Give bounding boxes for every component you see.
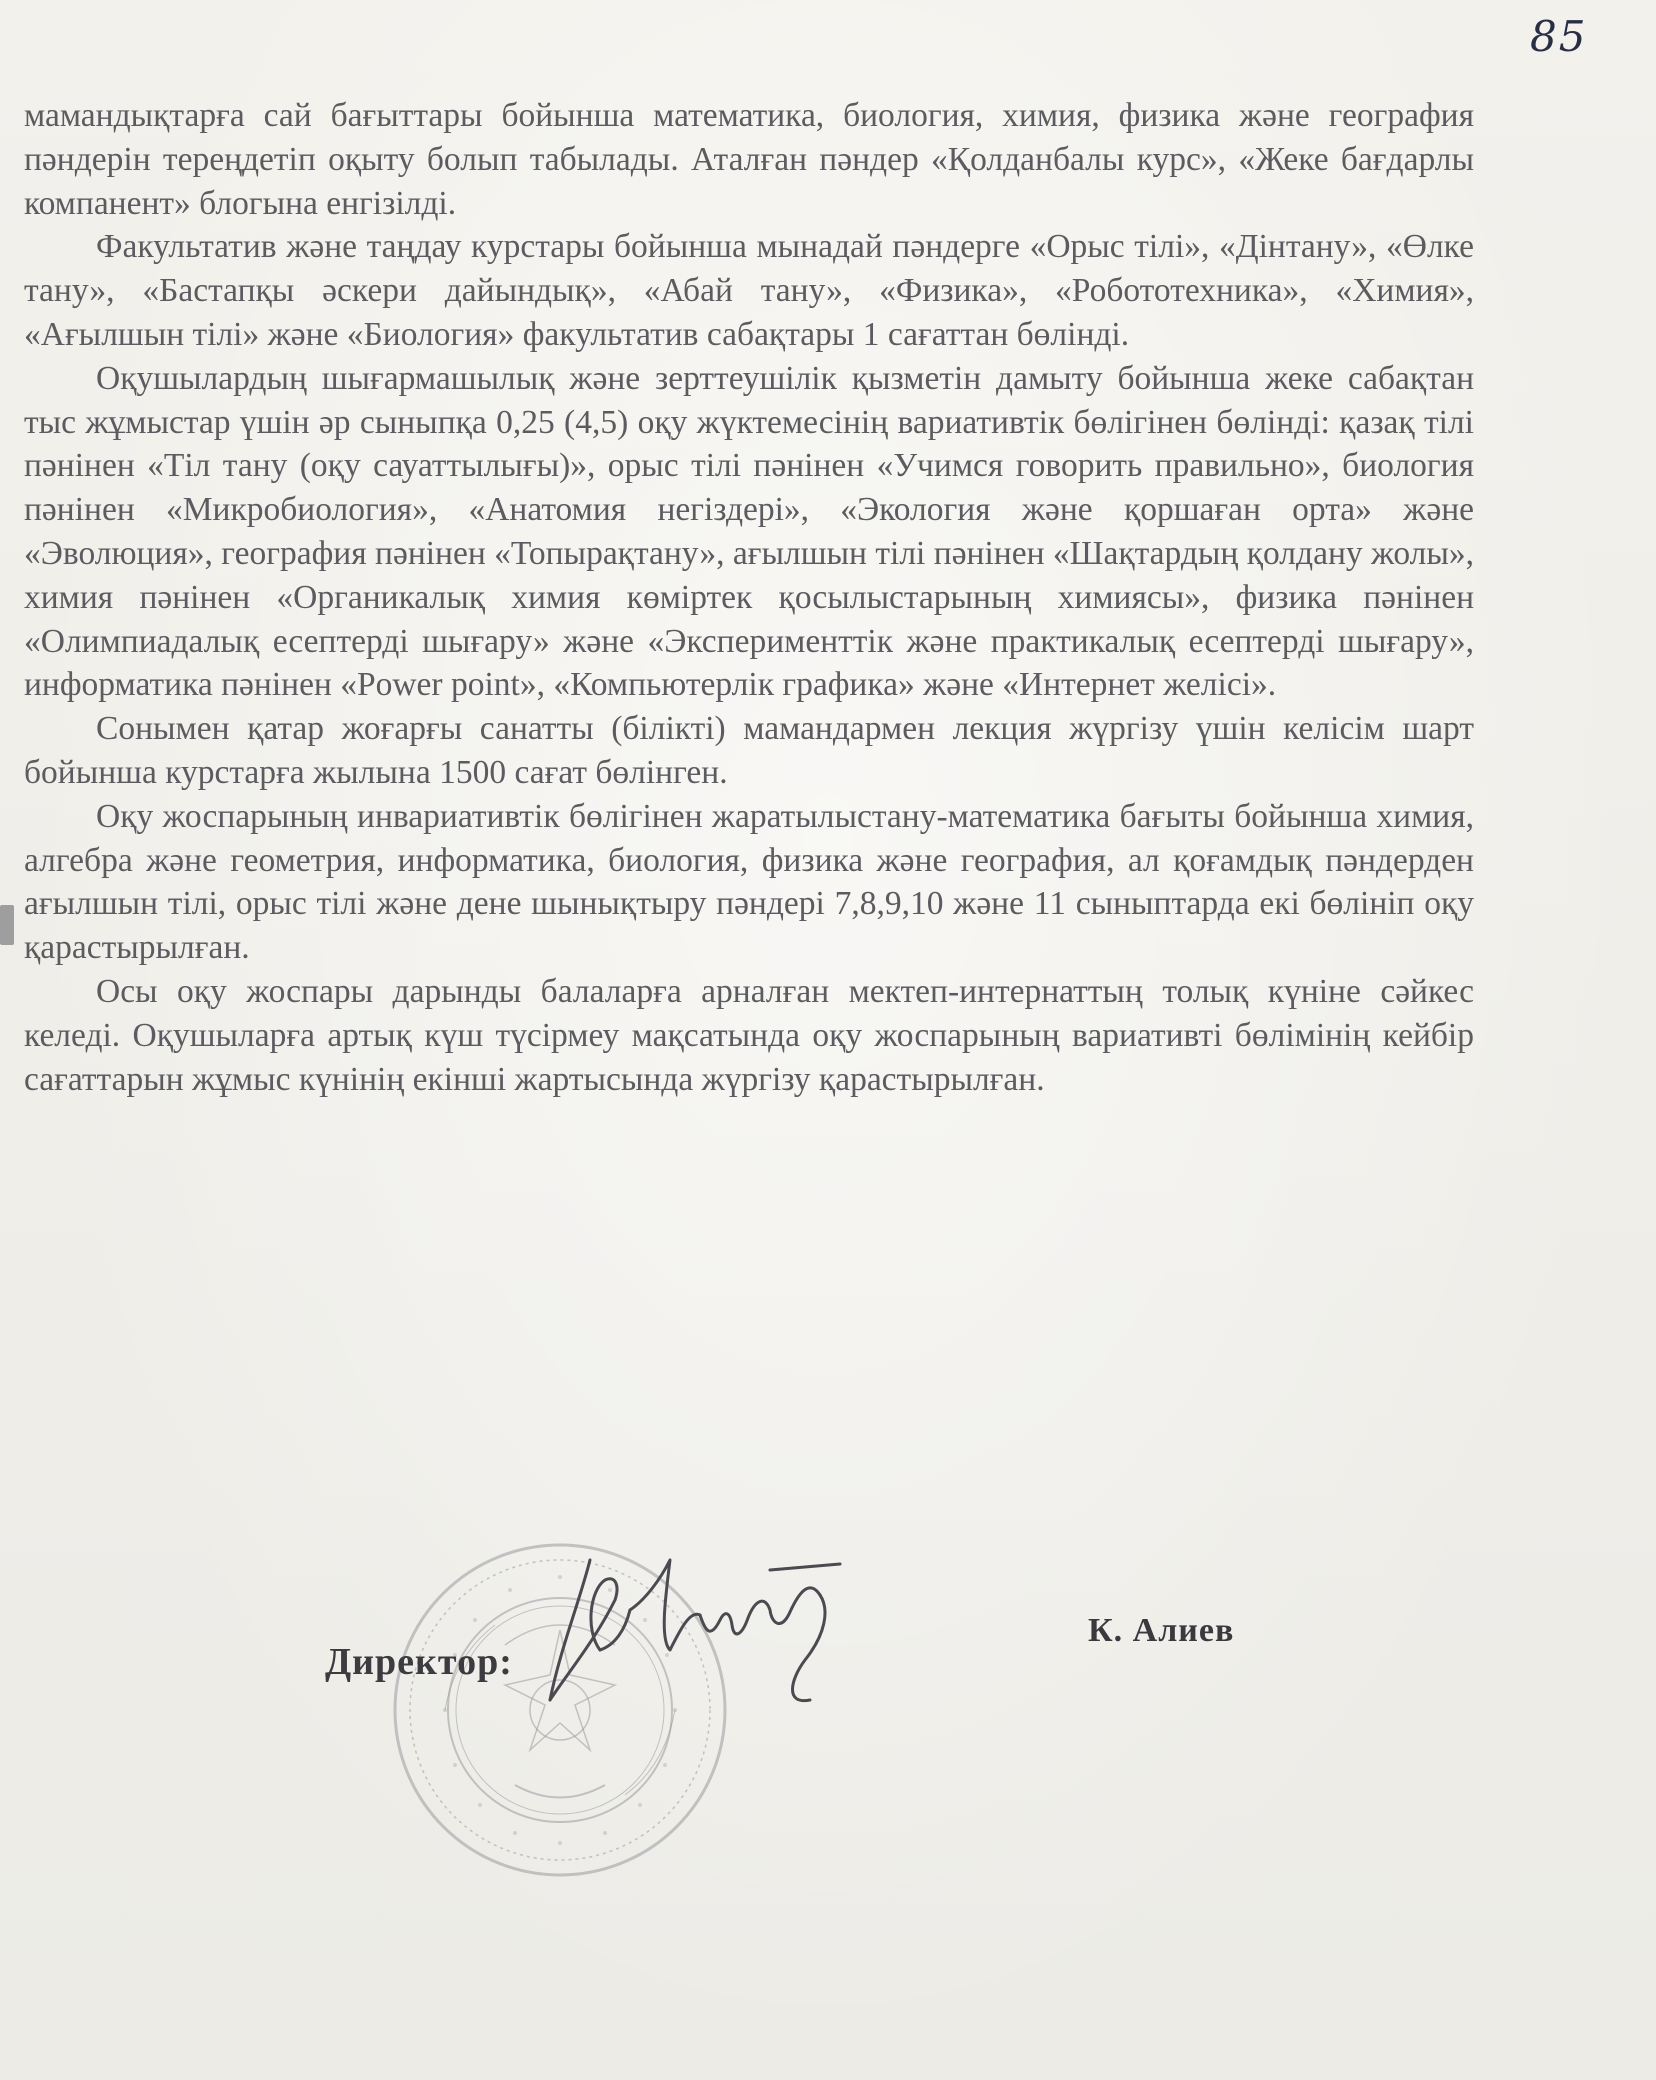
binding-hole-mark: [0, 905, 14, 945]
paragraph-2: Факультатив және таңдау курстары бойынша мынадай пәндерге «Орыс тілі», «Дінтану», «Өлке тану», «Бастапқы әскери дайындық», «Абай тану», «Физика», «Робототехника», «Химия», «Ағылшын тілі» және «Биология» факультатив сабақтары 1 сағаттан бөлінді.: [24, 228, 1474, 353]
handwritten-signature: [520, 1540, 880, 1720]
paragraph-5: Оқу жоспарының инвариативтік бөлігінен жаратылыстану-математика бағыты бойынша химия, алгебра және геометрия, информатика, биология, физика және география, ал қоғамдық пәндерден ағылшын тілі, орыс тілі және дене шынықтыру пәндері 7,8,9,10 және 11 сыныптарда екі бөлініп оқу қарастырылған.: [24, 797, 1474, 967]
paragraph-6: Осы оқу жоспары дарынды балаларға арналған мектеп-интернаттың толық күніне сәйкес келеді. Оқушыларға артық күш түсірмеу мақсатында оқу жоспарының вариативті бөлімінің кейбір сағаттарын жұмыс күнінің екінші жартысында жүргізу қарастырылған.: [24, 972, 1474, 1098]
paragraph-1: мамандықтарға сай бағыттары бойынша математика, биология, химия, физика және география пәндерін тереңдетіп оқыту болып табылады. Аталған пәндер «Қолданбалы курс», «Жеке бағдарлы компанент» блогына енгізілді.: [24, 97, 1474, 222]
paragraph-4: Сонымен қатар жоғарғы санатты (білікті) мамандармен лекция жүргізу үшін келісім шарт бойынша курстарға жылына 1500 сағат бөлінген.: [24, 710, 1474, 791]
director-title: Директор:: [325, 1641, 513, 1683]
page-number: 85: [1530, 12, 1588, 61]
document-body: [24, 94, 1474, 1101]
official-seal-stamp: [385, 1535, 735, 1885]
director-name: К. Алиев: [1088, 1612, 1235, 1649]
paragraph-3: Оқушылардың шығармашылық және зерттеушілік қызметін дамыту бойынша жеке сабақтан тыс жұмыстар үшін әр сыныпқа 0,25 (4,5) оқу жүктемесінің вариативтік бөлігінен бөлінді: қазақ тілі пәнінен «Тіл тану (оқу сауаттылығы)», орыс тілі пәнінен «Учимся говорить правильно», биология пәнінен «Микробиология», «Анатомия негіздері», «Экология және қоршаған орта» және «Эволюция», география пәнінен «Топырақтану», ағылшын тілі пәнінен «Шақтардың қолдану жолы», химия пәнінен «Органикалық химия көміртек қосылыстарының химиясы», физика пәнінен «Олимпиадалық есептерді шығару» және «Эксперименттік және практикалық есептерді шығару», информатика пәнінен «Power point», «Компьютерлік графика» және «Интернет желісі».: [24, 359, 1474, 704]
